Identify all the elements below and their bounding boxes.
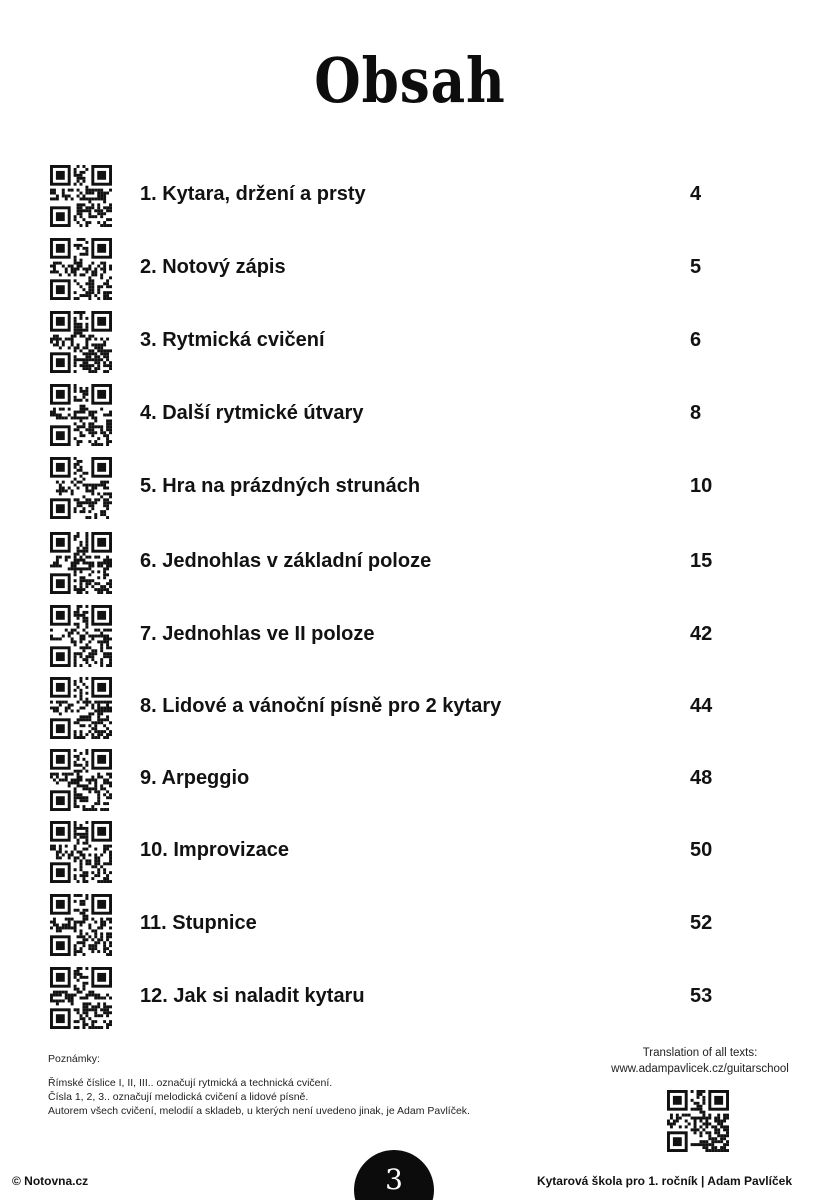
toc-entry-page: 10 xyxy=(690,475,713,497)
toc-entry-page: 48 xyxy=(690,767,713,789)
toc-entry-9[interactable] xyxy=(0,749,820,811)
translation-label: Translation of all texts: xyxy=(642,1047,758,1059)
toc-entry-6[interactable] xyxy=(0,532,820,594)
toc-entry-3[interactable] xyxy=(0,311,820,373)
translation-url[interactable]: www.adampavlicek.cz/guitarschool xyxy=(611,1063,789,1075)
toc-entry-page: 53 xyxy=(690,985,713,1007)
notes-line: Autorem všech cvičení, melodií a skladeb, u kterých není uvedeno jinak, je Adam Pavlíček. xyxy=(48,1105,470,1117)
toc-entry-page: 15 xyxy=(690,550,713,572)
qr-code-icon[interactable] xyxy=(50,749,112,811)
qr-code-icon[interactable] xyxy=(50,311,112,373)
toc-entry-10[interactable] xyxy=(0,821,820,883)
toc-entry-page: 5 xyxy=(690,256,702,278)
qr-code-icon[interactable] xyxy=(50,605,112,667)
toc-entry-1[interactable] xyxy=(0,165,820,227)
toc-entry-2[interactable] xyxy=(0,238,820,300)
toc-entry-title[interactable]: 5. Hra na prázdných strunách xyxy=(140,475,421,497)
toc-entry-page: 6 xyxy=(690,329,702,351)
page-number: 3 xyxy=(385,1163,403,1196)
toc-entry-title[interactable]: 12. Jak si naladit kytaru xyxy=(140,985,365,1007)
book-title: Kytarová škola pro 1. ročník | Adam Pavlíček xyxy=(536,1174,792,1188)
toc-entry-page: 8 xyxy=(690,402,702,424)
toc-entry-12[interactable] xyxy=(0,967,820,1029)
toc-entry-title[interactable]: 2. Notový zápis xyxy=(140,256,286,278)
qr-code-icon[interactable] xyxy=(50,165,112,227)
qr-code-icon[interactable] xyxy=(50,384,112,446)
toc-entry-page: 52 xyxy=(690,912,713,934)
notes xyxy=(48,1052,568,1118)
toc-entry-title[interactable]: 1. Kytara, držení a prsty xyxy=(140,183,366,205)
qr-code-icon[interactable] xyxy=(50,457,112,519)
notes-heading: Poznámky: xyxy=(48,1053,100,1065)
qr-code-icon[interactable] xyxy=(50,238,112,300)
translation-qr-code-icon[interactable] xyxy=(667,1090,729,1152)
page-title: Obsah xyxy=(314,44,506,117)
toc-entry-title[interactable]: 4. Další rytmické útvary xyxy=(140,402,364,424)
toc-entry-8[interactable] xyxy=(0,677,820,739)
toc-entry-page: 4 xyxy=(690,183,702,205)
translation-info xyxy=(590,1045,810,1077)
qr-code-icon[interactable] xyxy=(50,821,112,883)
toc-entry-title[interactable]: 11. Stupnice xyxy=(140,912,257,934)
toc-entry-title[interactable]: 6. Jednohlas v základní poloze xyxy=(140,550,432,572)
toc-entry-5[interactable] xyxy=(0,457,820,519)
toc-entry-page: 50 xyxy=(690,839,713,861)
toc-entry-page: 42 xyxy=(690,623,713,645)
qr-code-icon[interactable] xyxy=(50,894,112,956)
toc-entry-title[interactable]: 3. Rytmická cvičení xyxy=(140,329,325,351)
qr-code-icon[interactable] xyxy=(50,677,112,739)
toc-entry-4[interactable] xyxy=(0,384,820,446)
toc-entry-title[interactable]: 9. Arpeggio xyxy=(140,767,250,789)
toc-entry-7[interactable] xyxy=(0,605,820,667)
toc-entry-title[interactable]: 7. Jednohlas ve II poloze xyxy=(140,623,375,645)
qr-code-icon[interactable] xyxy=(50,532,112,594)
copyright: © Notovna.cz xyxy=(12,1174,89,1188)
qr-code-icon[interactable] xyxy=(50,967,112,1029)
toc-entry-title[interactable]: 8. Lidové a vánoční písně pro 2 kytary xyxy=(140,695,502,717)
toc-entry-11[interactable] xyxy=(0,894,820,956)
notes-line: Římské číslice I, II, III.. označují rytmická a technická cvičení. xyxy=(48,1077,333,1089)
toc-entry-page: 44 xyxy=(690,695,713,717)
notes-line: Čísla 1, 2, 3.. označují melodická cvičení a lidové písně. xyxy=(48,1091,309,1103)
toc-entry-title[interactable]: 10. Improvizace xyxy=(140,839,289,861)
